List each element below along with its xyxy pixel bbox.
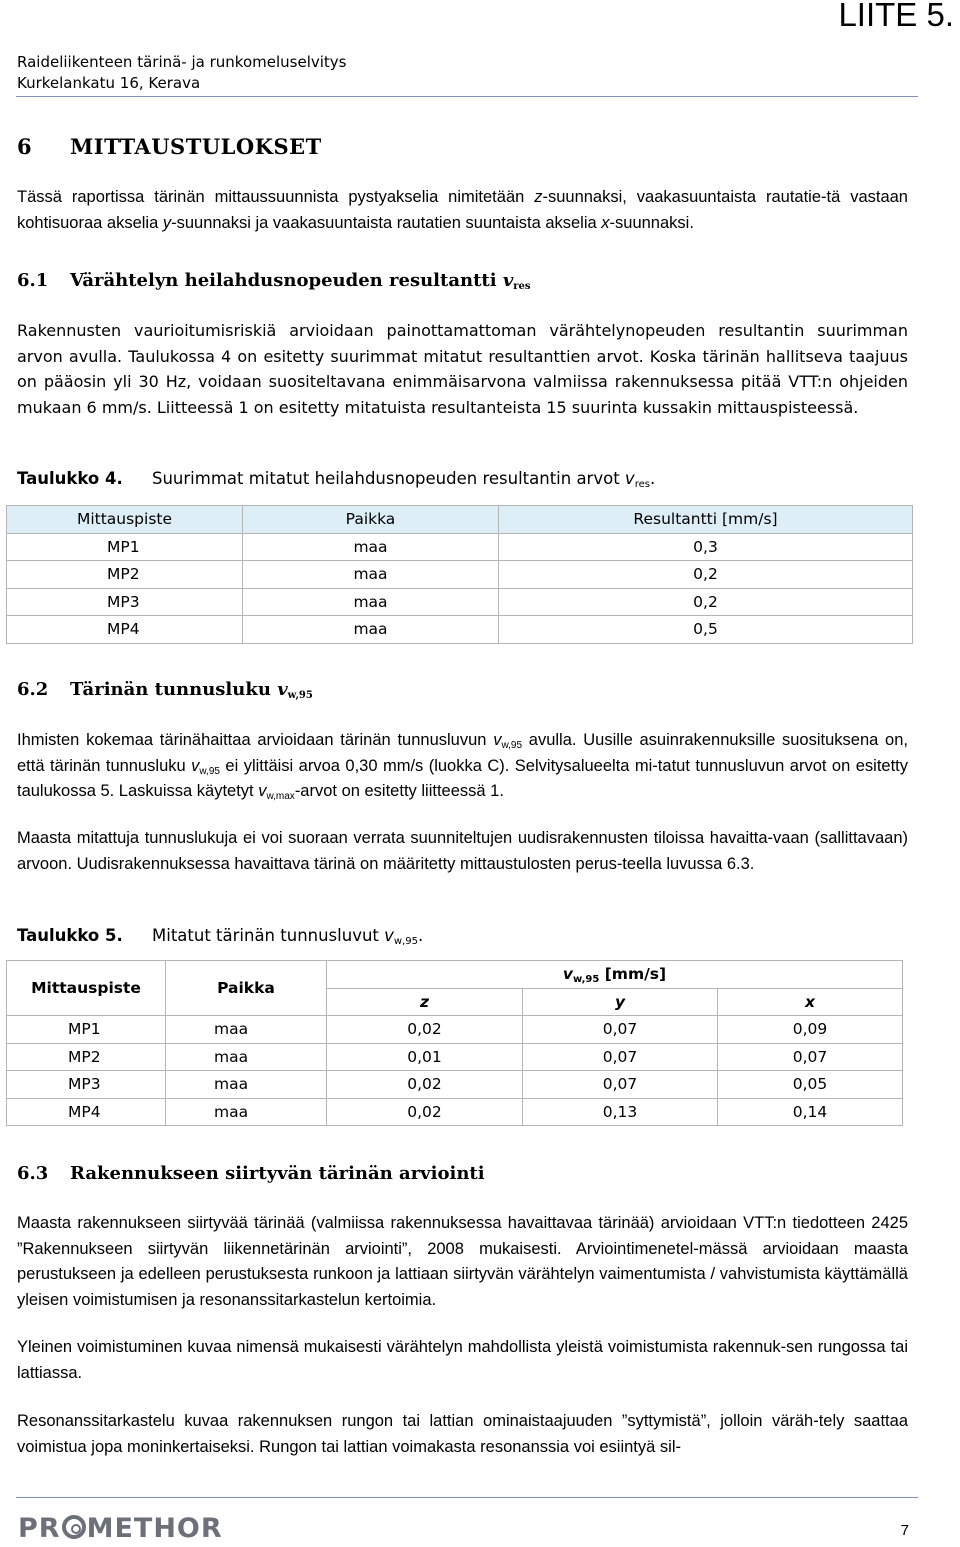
table-row (7, 1043, 903, 1071)
table-cell: 0,09 (718, 1016, 903, 1044)
table-cell: MP3 (7, 1071, 166, 1099)
section-6-2-heading (17, 679, 313, 700)
intro-text-c: -suunnaksi ja vaakasuuntaista rautatien suuntaista akselia (171, 213, 602, 232)
table-cell: 0,05 (718, 1071, 903, 1099)
section-6-3-paragraph-1: Maasta rakennukseen siirtyvää tärinää (valmiissa rakennuksessa havaittavaa tärinää) arvioidaan VTT:n tiedotteen 2425 ”Rakennukseen siirtyvän liikennetärinän arviointi”, 2008 mukaisesti. Arviointimenetel-mässä arvioidaan maasta perustukseen ja edelleen perustuksesta runkoon ja lattiaan siirtyvän värähtelyn vaimentumista / vahvistumista käyttämällä yleisen voimistumisen ja resonanssitarkastelun kertoimia. (17, 1214, 908, 1309)
group-symbol: v (562, 965, 573, 984)
table-4 (6, 505, 913, 644)
table-4-caption-end: . (649, 469, 656, 488)
section-6-1-number: 6.1 (17, 270, 49, 291)
table-header-cell: Paikka (166, 961, 327, 1016)
para-subscript: w,95 (501, 740, 523, 751)
table-cell: MP1 (7, 1016, 166, 1044)
table-cell: MP4 (7, 1098, 166, 1126)
table-5-caption (17, 926, 423, 945)
table-cell: maa (243, 533, 499, 561)
table-cell: 0,02 (327, 1071, 523, 1099)
para-text: ei ylittäisi arvoa 0,30 mm/s (luokka C). Selvitysalueelta mi-tatut tunnusluvun arvot on esitetty taulukossa 5. Laskuissa käytetyt (17, 756, 908, 800)
section-6-number: 6 (17, 134, 33, 159)
table-row (7, 1098, 903, 1126)
table-cell: 0,2 (499, 561, 913, 589)
header-address: Kurkelankatu 16, Kerava (17, 74, 201, 92)
table-cell: 0,02 (327, 1016, 523, 1044)
table-row (7, 1071, 903, 1099)
table-cell: 0,13 (523, 1098, 718, 1126)
header-project-title: Raideliikenteen tärinä- ja runkomeluselvitys (17, 53, 347, 71)
table-header-group (327, 961, 903, 989)
table-header-row (7, 506, 913, 534)
table-cell: 0,07 (523, 1071, 718, 1099)
table-cell: MP2 (7, 1043, 166, 1071)
table-4-caption-symbol: v (624, 469, 635, 488)
section-6-1-symbol: v (502, 270, 514, 291)
table-header-row (7, 961, 903, 989)
para-symbol: v (258, 782, 267, 800)
section-6-2-number: 6.2 (17, 679, 49, 700)
section-6-3-number: 6.3 (17, 1163, 49, 1184)
section-6-1-subscript: res (513, 281, 531, 292)
page-number: 7 (900, 1522, 909, 1539)
table-4-caption (17, 469, 655, 488)
table-cell: MP3 (7, 588, 243, 616)
table-cell: 0,07 (718, 1043, 903, 1071)
table-cell: maa (166, 1098, 327, 1126)
section-6-heading (17, 134, 322, 159)
axis-x: x (805, 992, 815, 1011)
table-5-caption-subscript: w,95 (393, 936, 418, 947)
section-6-1-title: Värähtelyn heilahdusnopeuden resultantti (70, 270, 503, 291)
section-6-3-heading (17, 1163, 485, 1184)
table-cell: 0,5 (499, 616, 913, 644)
para-symbol: v (493, 731, 502, 749)
logo-text-b: METHOR (86, 1513, 223, 1544)
axis-z: z (419, 992, 430, 1011)
table-cell: maa (243, 616, 499, 644)
section-6-3-title: Rakennukseen siirtyvän tärinän arviointi (70, 1163, 485, 1184)
logo-o-icon (62, 1515, 86, 1539)
table-cell: 0,2 (499, 588, 913, 616)
appendix-label: LIITE 5. (838, 0, 954, 33)
group-unit: [mm/s] (599, 965, 667, 984)
intro-z: z (534, 188, 543, 206)
table-5-label: Taulukko 5. (17, 926, 123, 945)
section-6-2-subscript: w,95 (287, 690, 313, 701)
table-cell: 0,07 (523, 1043, 718, 1071)
table-header-cell: Paikka (243, 506, 499, 534)
table-row (7, 533, 913, 561)
table-5-caption-end: . (418, 926, 424, 945)
table-header-cell: Mittauspiste (7, 506, 243, 534)
section-6-3-paragraph-3: Resonanssitarkastelu kuvaa rakennuksen rungon tai lattian ominaistaajuuden ”syttymistä”, jolloin väräh-tely saattaa voimistua jopa moninkertaiseksi. Rungon tai lattian voimakasta resonanssia voi esiintyä sil- (17, 1412, 908, 1456)
section-6-intro (17, 185, 908, 236)
para-text: Ihmisten kokemaa tärinähaittaa arvioidaan tärinän tunnusluvun (17, 731, 494, 749)
axis-y: y (614, 992, 626, 1011)
section-6-1-paragraph: Rakennusten vaurioitumisriskiä arvioidaan painottamattoman värähtelynopeuden resultantin suurimman arvon avulla. Taulukossa 4 on esitetty suurimmat mitatut resultanttien arvot. Koska tärinän hallitseva taajuus on pääosin yli 30 Hz, voidaan suositeltavana enimmäisarvona valmiissa rakennuksessa pitää VTT:n ohjeiden mukaan 6 mm/s. Liitteessä 1 on esitetty mitatuista resultanteista 15 suurinta kussakin mittauspisteessä. (17, 321, 908, 417)
table-cell: 0,3 (499, 533, 913, 561)
footer-rule (16, 1497, 918, 1498)
table-cell: 0,02 (327, 1098, 523, 1126)
para-subscript: w,max (266, 791, 295, 802)
table-cell: maa (243, 561, 499, 589)
table-cell: 0,07 (523, 1016, 718, 1044)
para-text: avulla. Uusille asuinrakennuksille suosituksena on, että tärinän tunnusluku (17, 731, 908, 775)
table-row (7, 1016, 903, 1044)
table-cell: MP4 (7, 616, 243, 644)
para-text: -arvot on esitetty liitteessä 1. (294, 782, 504, 800)
section-6-2-symbol: v (277, 679, 288, 700)
intro-text-b: -suunnaksi, vaakasuuntaista rautatie-tä vastaan kohtisuoraa akselia (17, 188, 908, 232)
table-cell: maa (243, 588, 499, 616)
table-cell: maa (166, 1043, 327, 1071)
section-6-1-heading (17, 270, 531, 291)
table-cell: maa (166, 1071, 327, 1099)
table-5-caption-text: Mitatut tärinän tunnusluvut (152, 926, 385, 945)
logo-text-a: PR (18, 1513, 61, 1544)
table-4-caption-subscript: res (634, 479, 650, 490)
section-6-3-paragraph-2: Yleinen voimistuminen kuvaa nimensä mukaisesti värähtelyn mahdollista yleistä voimistumista rakennuk-sen rungossa tai lattiassa. (17, 1338, 908, 1382)
table-row (7, 561, 913, 589)
table-header-cell (327, 988, 523, 1016)
table-row (7, 616, 913, 644)
header-rule (16, 96, 918, 97)
section-6-title: MITTAUSTULOKSET (70, 134, 322, 159)
table-4-caption-text: Suurimmat mitatut heilahdusnopeuden resultantin arvot (152, 469, 625, 488)
table-5 (6, 960, 903, 1126)
para-symbol: v (191, 756, 200, 775)
intro-text-a: Tässä raportissa tärinän mittaussuunnista pystyakselia nimitetään (17, 188, 535, 206)
promethor-logo (18, 1513, 223, 1544)
table-4-label: Taulukko 4. (17, 469, 123, 488)
section-6-2-title: Tärinän tunnusluku (70, 679, 278, 700)
table-row (7, 588, 913, 616)
table-5-caption-symbol: v (384, 926, 394, 945)
section-6-2-paragraph-1 (17, 728, 908, 805)
table-header-cell: Mittauspiste (7, 961, 166, 1016)
table-header-cell (523, 988, 718, 1016)
intro-x: x (601, 213, 610, 232)
para-subscript: w,95 (199, 765, 220, 777)
table-cell: 0,01 (327, 1043, 523, 1071)
intro-y: y (162, 213, 172, 232)
section-6-2-paragraph-2: Maasta mitattuja tunnuslukuja ei voi suoraan verrata suunniteltujen uudisrakennusten tiloissa havaitta-vaan (sallittavaan) arvoon. Uudisrakennuksessa havaittava tärinä on määritetty mittaustulosten perus-teella luvussa 6.3. (17, 829, 908, 873)
table-header-cell (718, 988, 903, 1016)
table-cell: 0,14 (718, 1098, 903, 1126)
table-header-cell: Resultantti [mm/s] (499, 506, 913, 534)
intro-text-d: -suunnaksi. (609, 213, 694, 232)
group-subscript: w,95 (573, 974, 600, 986)
table-cell: MP1 (7, 533, 243, 561)
table-cell: maa (166, 1016, 327, 1044)
table-cell: MP2 (7, 561, 243, 589)
